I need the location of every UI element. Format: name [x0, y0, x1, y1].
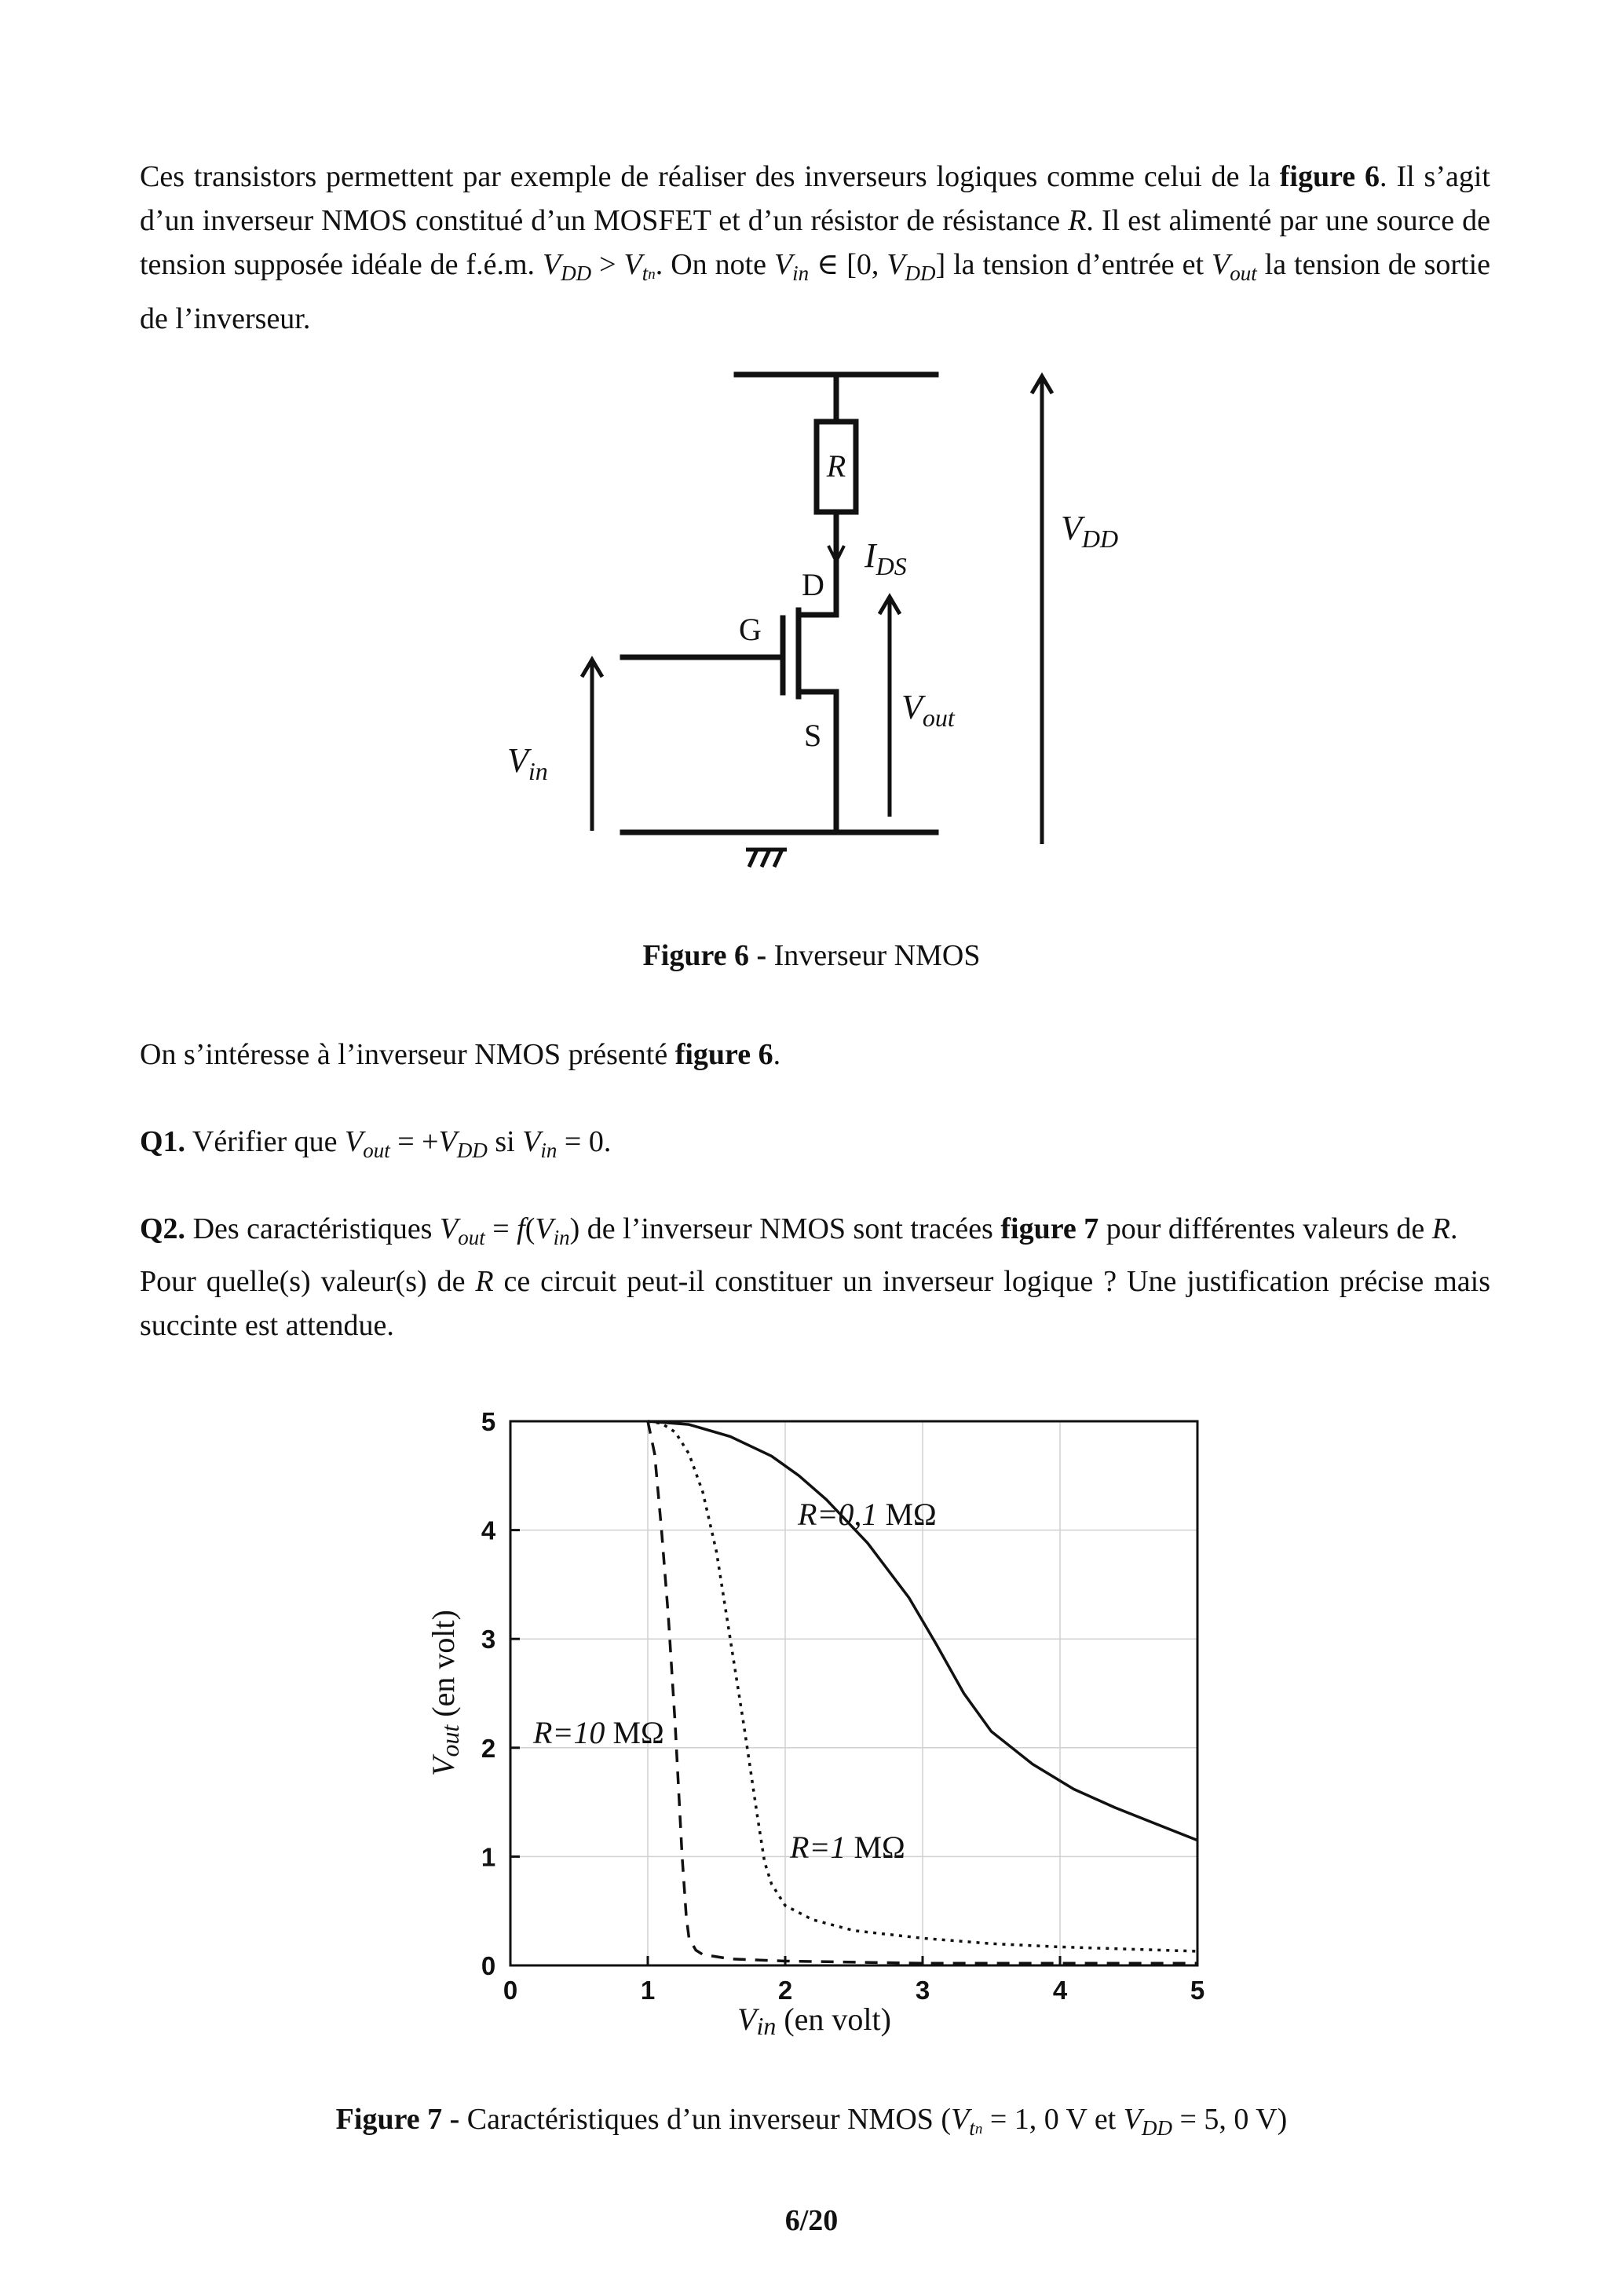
source-label: S [804, 718, 822, 753]
y-tick-label: 5 [481, 1407, 496, 1436]
x-axis-label: Vin (en volt) [737, 2002, 891, 2040]
figure7-chart [0, 1398, 1623, 2042]
vin-arrow [582, 660, 602, 831]
page-number: 6/20 [784, 2204, 839, 2237]
drain-label: D [802, 567, 824, 602]
question-1: Q1. Vérifier que $V_{out} = +V_{DD}$ si $V_{in} = 0$. [140, 1125, 612, 1162]
vout-label: $V_{out}$ [901, 688, 955, 732]
ground-symbol [746, 850, 787, 867]
series-label-r1: R=1 MΩ [790, 1830, 905, 1865]
y-tick-label: 4 [481, 1515, 496, 1545]
x-tick-label: 2 [777, 1976, 793, 2005]
gate-label: G [739, 612, 762, 647]
vout-arrow [879, 597, 900, 817]
resistor-label: R [826, 448, 846, 484]
figure7-caption: Figure 7 - Caractéristiques d’un inverseur NMOS ($V_tn = 1$, 0 V et $V_{DD} = 5$, 0 V) [335, 2103, 1288, 2140]
figure6-circuit [0, 0, 1623, 927]
series-label-r10: R=10 MΩ [533, 1715, 664, 1750]
vdd-arrow [1032, 376, 1052, 844]
x-tick-label: 1 [640, 1976, 656, 2005]
y-tick-label: 1 [481, 1842, 496, 1872]
question-2: Q2. Des caractéristiques $V_{out} = f(V_{in})$ de l’inverseur NMOS sont tracées figure 7 pour différentes valeurs de R. Pour quelle(s) valeur(s) de R ce circuit peut-il constituer un inverseur logique ? Une justification précise mais succinte est attendue. [140, 1212, 1490, 1342]
x-tick-label: 3 [915, 1976, 930, 2005]
figure6-caption: Figure 6 - Inverseur NMOS [642, 939, 981, 972]
x-tick-label: 0 [503, 1976, 518, 2005]
y-tick-label: 3 [481, 1625, 496, 1654]
ids-label: $I_{DS}$ [865, 536, 907, 580]
paragraph-2: On s’intéresse à l’inverseur NMOS présenté figure 6. [140, 1038, 781, 1071]
y-axis-label: Vout (en volt) [426, 1610, 464, 1776]
vin-label: $V_{in}$ [507, 741, 548, 785]
vdd-label: $V_{DD}$ [1061, 509, 1119, 553]
series-label-r01: R=0,1 MΩ [798, 1497, 937, 1532]
x-tick-label: 5 [1190, 1976, 1205, 2005]
y-tick-label: 2 [481, 1733, 496, 1763]
y-tick-label: 0 [481, 1951, 496, 1980]
x-tick-label: 4 [1052, 1976, 1068, 2005]
intro-paragraph: Ces transistors permettent par exemple de réaliser des inverseurs logiques comme celui de la figure 6. Il s’agit d’un inverseur NMOS constitué d’un MOSFET et d’un résistor de résistance R. Il est alimenté par une source de tension supposée idéale de f.é.m. $V_{DD} > V_tn$. On note $V_{in}$ ∈ [0, $V_{DD}$] la tension d’entrée et $V_{out}$ la tension de sortie de l’inverseur. [140, 160, 1490, 335]
